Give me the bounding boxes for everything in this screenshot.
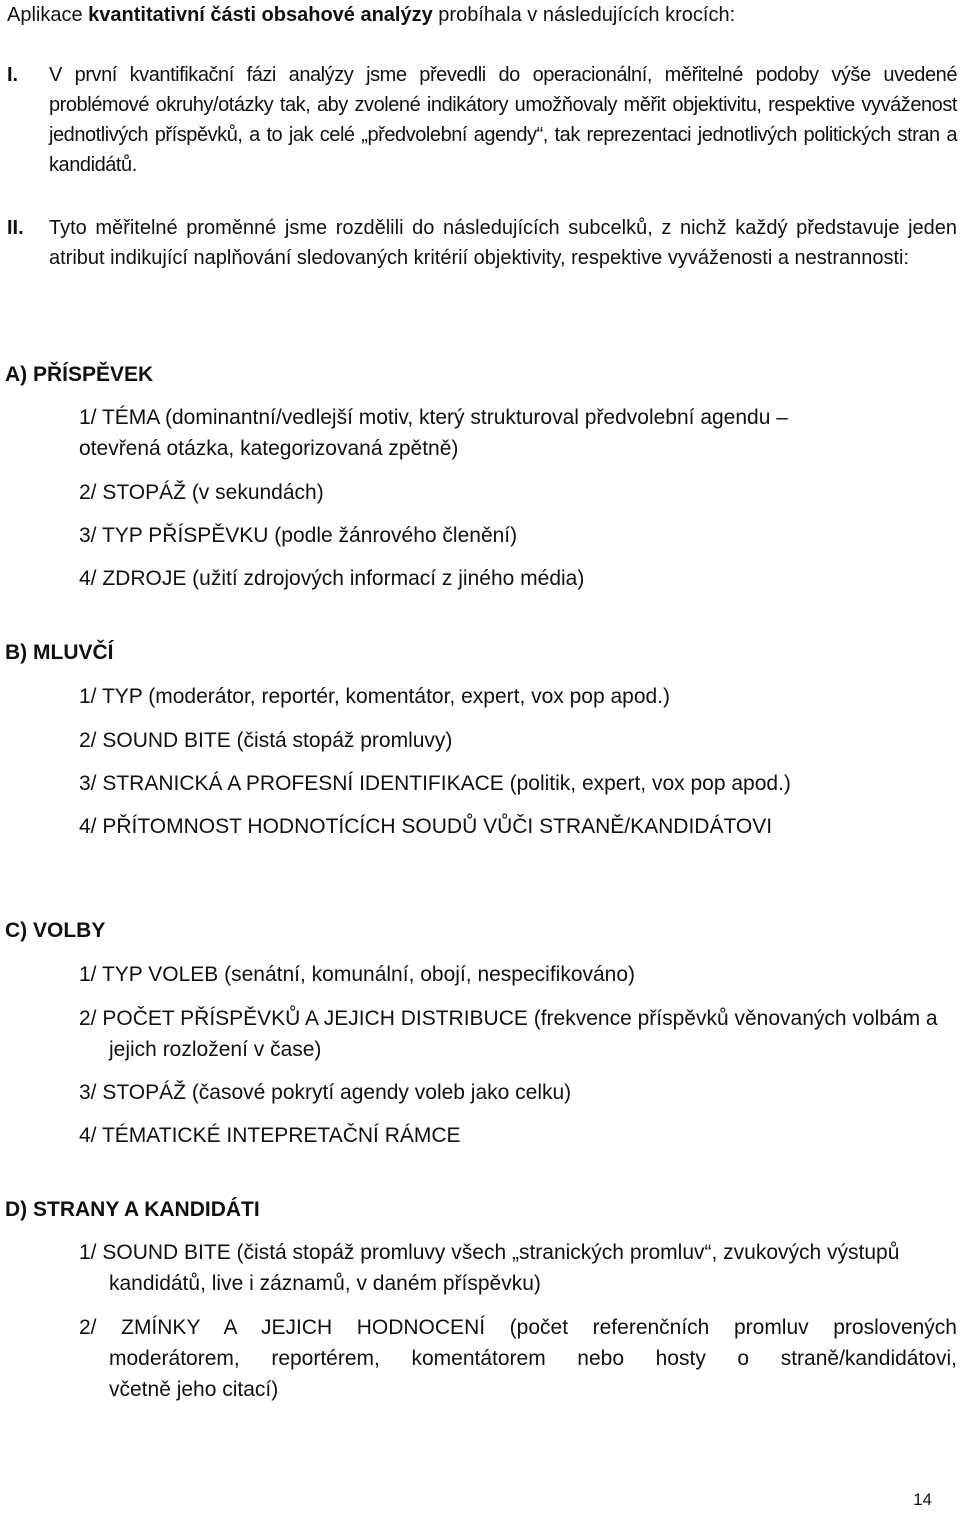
item-text: 3/ STOPÁŽ (časové pokrytí agendy voleb jako celku) [79,1081,572,1104]
step-paragraph: V první kvantifikační fázi analýzy jsme převedli do operacionální, měřitelné podoby výše uvedené problémové okruhy/otázky tak, aby zvolené indikátory umožňovaly měřit objektivitu, respektive vyváženost jednotlivých příspěvků, a to jak celé „předvolební agendy“, tak reprezentaci jednotlivých politických stran a kandidátů. [49,64,957,176]
item-text: 2/ POČET PŘÍSPĚVKŮ A JEJICH DISTRIBUCE (frekvence příspěvků věnovaných volbám a [79,1007,938,1030]
section-heading: D) STRANY A KANDIDÁTI [5,1198,260,1221]
item-text: 1/ TYP VOLEB (senátní, komunální, obojí, nespecifikováno) [79,963,636,986]
list-item [79,1003,957,1065]
list-item [79,768,957,799]
intro-sentence [7,0,735,30]
list-item [79,520,957,551]
item-text: 2/ SOUND BITE (čistá stopáž promluvy) [79,729,453,752]
intro-suffix: probíhala v následujících krocích: [432,4,736,26]
item-text-continued: jejich rozložení v čase) [109,1038,322,1061]
list-item [79,477,957,508]
list-item [79,1237,957,1299]
section-heading: B) MLUVČÍ [5,641,114,664]
section-heading: A) PŘÍSPĚVEK [5,363,154,386]
list-item [79,1077,957,1108]
item-text: 2/ STOPÁŽ (v sekundách) [79,481,324,504]
list-item [79,402,957,464]
step-paragraph: Tyto měřitelné proměnné jsme rozdělili do následujících subcelků, z nichž každý představuje jeden atribut indikující naplňování sledovaných kritérií objektivity, respektive vyváženosti a nestrannosti: [49,217,957,269]
list-item [79,563,957,594]
item-text: 3/ STRANICKÁ A PROFESNÍ IDENTIFIKACE (politik, expert, vox pop apod.) [79,772,791,795]
list-item [79,1120,957,1151]
item-text: 4/ PŘÍTOMNOST HODNOTÍCÍCH SOUDŮ VŮČI STRANĚ/KANDIDÁTOVI [79,815,773,838]
step-number: II. [7,217,24,239]
item-text-continued: včetně jeho citací) [109,1378,279,1401]
list-item [79,681,957,712]
item-text: 4/ ZDROJE (užití zdrojových informací z jiného média) [79,567,585,590]
item-text: 1/ SOUND BITE (čistá stopáž promluvy všech „stranických promluv“, zvukových výstupů [79,1241,900,1264]
item-text-continued: moderátorem, reportérem, komentátorem nebo hosty o straně/kandidátovi, [109,1347,957,1370]
list-item [79,959,957,990]
step-number: I. [7,64,19,86]
page-number: 14 [913,1490,932,1509]
intro-prefix: Aplikace [7,4,89,26]
item-text-continued: otevřená otázka, kategorizovaná zpětně) [79,437,459,460]
item-text: 2/ ZMÍNKY A JEJICH HODNOCENÍ (počet referenčních promluv proslovených [79,1316,957,1339]
section-heading: C) VOLBY [5,919,106,942]
item-text: 1/ TYP (moderátor, reportér, komentátor, expert, vox pop apod.) [79,685,671,708]
list-item [79,811,957,842]
item-text-continued: kandidátů, live i záznamů, v daném příspěvku) [109,1272,541,1295]
item-text: 1/ TÉMA (dominantní/vedlejší motiv, který strukturoval předvolební agendu – [79,406,788,429]
list-item [79,1312,957,1405]
list-item [79,725,957,756]
item-text: 4/ TÉMATICKÉ INTEPRETAČNÍ RÁMCE [79,1124,461,1147]
item-text: 3/ TYP PŘÍSPĚVKU (podle žánrového členění) [79,524,518,547]
intro-bold-phrase: kvantitativní části obsahové analýzy [88,4,433,26]
